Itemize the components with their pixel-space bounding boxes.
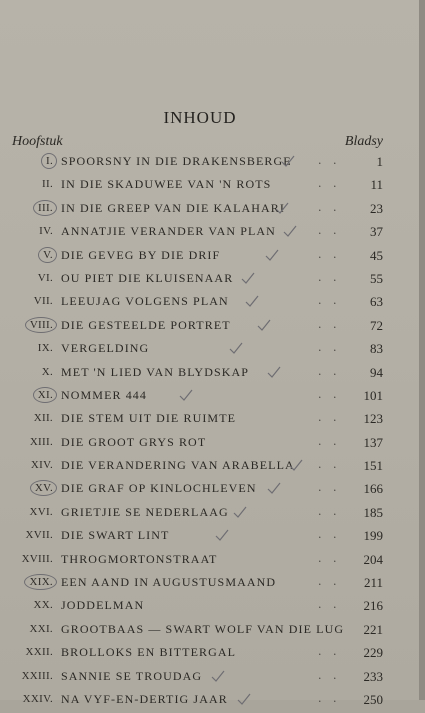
pencil-tick-icon: [288, 458, 304, 472]
chapter-title: GROOTBAAS — SWART WOLF VAN DIE LUG: [61, 621, 345, 636]
chapter-number: III.: [38, 201, 53, 214]
chapter-title: NA VYF-EN-DERTIG JAAR: [61, 691, 228, 706]
leader-dots: . .: [318, 434, 341, 448]
toc-entry: [0, 643, 425, 666]
leader-dots: . .: [318, 645, 341, 659]
pencil-tick-icon: [266, 481, 282, 495]
toc-entry: [0, 363, 425, 386]
pencil-tick-icon: [210, 669, 226, 683]
toc-entry: [0, 386, 425, 409]
chapter-title: EEN AAND IN AUGUSTUSMAAND: [61, 575, 277, 590]
leader-dots: . .: [318, 458, 341, 472]
chapter-number: IV.: [39, 225, 53, 238]
page-number: 229: [363, 645, 383, 661]
chapter-title: DIE GESTEELDE PORTRET: [61, 317, 231, 332]
chapter-number: XVII.: [25, 529, 53, 542]
page-number: 11: [370, 177, 383, 193]
leader-dots: . .: [318, 551, 341, 565]
toc-entry: [0, 503, 425, 526]
chapter-title: IN DIE SKADUWEE VAN 'N ROTS: [61, 177, 272, 192]
toc-entry: [0, 456, 425, 479]
page-number: 63: [370, 294, 383, 310]
leader-dots: . .: [318, 247, 341, 261]
page-number: 211: [363, 575, 383, 591]
chapter-number: XXIV.: [22, 692, 53, 705]
pencil-tick-icon: [232, 505, 248, 519]
chapter-number: XIX.: [29, 576, 53, 589]
toc-entry: [0, 222, 425, 245]
chapter-number: XII.: [33, 412, 53, 425]
page-number: 23: [370, 200, 383, 216]
chapter-title: GRIETJIE SE NEDERLAAG: [61, 504, 229, 519]
leader-dots: . .: [318, 317, 341, 331]
toc-entry: [0, 690, 425, 713]
page-number: 137: [363, 434, 383, 450]
leader-dots: . .: [318, 387, 341, 401]
chapter-number: V.: [43, 248, 53, 261]
chapter-title: BROLLOKS EN BITTERGAL: [61, 645, 237, 660]
pencil-tick-icon: [256, 318, 272, 332]
chapter-title: DIE STEM UIT DIE RUIMTE: [61, 411, 237, 426]
pencil-tick-icon: [274, 201, 290, 215]
toc-entry: [0, 526, 425, 549]
toc-entry: [0, 269, 425, 292]
chapter-title: DIE SWART LINT: [61, 528, 170, 543]
page-number: 199: [363, 528, 383, 544]
toc-entry: [0, 316, 425, 339]
chapter-number: XVI.: [29, 505, 53, 518]
chapter-title: DIE GROOT GRYS ROT: [61, 434, 207, 449]
leader-dots: . .: [318, 528, 341, 542]
chapter-number: II.: [42, 178, 53, 191]
contents-list: [0, 152, 425, 713]
pencil-tick-icon: [236, 692, 252, 706]
page-number: 45: [370, 247, 383, 263]
leader-dots: . .: [318, 504, 341, 518]
toc-entry: [0, 573, 425, 596]
chapter-number: VII.: [33, 295, 53, 308]
page-number: 83: [370, 341, 383, 357]
page-number: 101: [363, 387, 383, 403]
page-number: 55: [370, 270, 383, 286]
chapter-number: XI.: [37, 388, 53, 401]
leader-dots: . .: [318, 154, 341, 167]
toc-entry: [0, 339, 425, 362]
leader-dots: . .: [318, 691, 341, 705]
toc-entry: [0, 199, 425, 222]
chapter-number: X.: [41, 365, 53, 378]
toc-entry: [0, 550, 425, 573]
leader-dots: . .: [318, 270, 341, 284]
page-number: 166: [363, 481, 383, 497]
chapter-title: THROGMORTONSTRAAT: [61, 551, 218, 566]
chapter-number: XV.: [34, 482, 53, 495]
leader-dots: . .: [318, 177, 341, 191]
toc-entry: [0, 667, 425, 690]
chapter-title: DIE GEVEG BY DIE DRIF: [61, 247, 221, 262]
page-number: 204: [363, 551, 383, 567]
page-number: 185: [363, 504, 383, 520]
chapter-title: LEEUJAG VOLGENS PLAN: [61, 294, 229, 309]
pencil-tick-icon: [264, 248, 280, 262]
pencil-tick-icon: [266, 365, 282, 379]
toc-entry: [0, 152, 425, 175]
chapter-number: I.: [45, 155, 53, 167]
page-column-heading: Bladsy: [344, 134, 383, 149]
chapter-number: VI.: [37, 271, 53, 284]
page-number: 151: [363, 458, 383, 474]
chapter-number: XVIII.: [21, 552, 53, 565]
toc-entry: [0, 292, 425, 315]
page-title: INHOUD: [163, 108, 237, 127]
pencil-tick-icon: [178, 388, 194, 402]
pencil-tick-icon: [214, 528, 230, 542]
pencil-tick-icon: [282, 224, 298, 238]
chapter-title: IN DIE GREEP VAN DIE KALAHARI: [61, 200, 285, 215]
chapter-title: MET 'N LIED VAN BLYDSKAP: [61, 364, 250, 379]
chapter-number: XIV.: [30, 459, 53, 472]
chapter-title: NOMMER 444: [61, 387, 148, 402]
toc-entry: [0, 596, 425, 619]
leader-dots: . .: [318, 224, 341, 238]
chapter-title: DIE GRAF OP KINLOCHLEVEN: [61, 481, 257, 496]
leader-dots: . .: [318, 341, 341, 355]
leader-dots: . .: [318, 668, 341, 682]
page-number: 233: [363, 668, 383, 684]
chapter-title: SANNIE SE TROUDAG: [61, 668, 203, 683]
leader-dots: . .: [318, 411, 341, 425]
toc-entry: [0, 479, 425, 502]
page-number: 216: [363, 598, 383, 614]
page-number: 123: [363, 411, 383, 427]
leader-dots: . .: [318, 481, 341, 495]
leader-dots: . .: [318, 575, 341, 589]
toc-entry: [0, 620, 425, 643]
page-number: 72: [370, 317, 383, 333]
chapter-number: IX.: [37, 342, 53, 355]
chapter-number: XX.: [33, 599, 53, 612]
chapter-title: OU PIET DIE KLUISENAAR: [61, 270, 234, 285]
chapter-title: VERGELDING: [61, 341, 150, 356]
leader-dots: . .: [318, 364, 341, 378]
pencil-tick-icon: [240, 271, 256, 285]
chapter-number: XXII.: [25, 646, 53, 659]
leader-dots: . .: [318, 294, 341, 308]
page-number: 94: [370, 364, 383, 380]
chapter-number: XXI.: [29, 622, 53, 635]
page-number: 1: [376, 154, 383, 169]
pencil-tick-icon: [244, 294, 260, 308]
page-number: 37: [370, 224, 383, 240]
chapter-title: DIE VERANDERING VAN ARABELLA: [61, 458, 295, 473]
page-number: 250: [363, 691, 383, 707]
leader-dots: . .: [318, 200, 341, 214]
chapter-title: SPOORSNY IN DIE DRAKENSBERGE: [61, 154, 292, 168]
chapter-number: XXIII.: [21, 669, 53, 682]
toc-entry: [0, 409, 425, 432]
chapter-column-heading: Hoofstuk: [12, 134, 63, 149]
toc-entry: [0, 246, 425, 269]
chapter-title: JODDELMAN: [61, 598, 145, 613]
chapter-number: VIII.: [29, 318, 53, 331]
toc-entry: [0, 175, 425, 198]
page-number: 221: [363, 621, 383, 637]
leader-dots: . .: [318, 598, 341, 612]
pencil-tick-icon: [228, 341, 244, 355]
chapter-number: XIII.: [29, 435, 53, 448]
chapter-title: ANNATJIE VERANDER VAN PLAN: [61, 224, 276, 239]
pencil-tick-icon: [280, 154, 296, 168]
toc-entry: [0, 433, 425, 456]
